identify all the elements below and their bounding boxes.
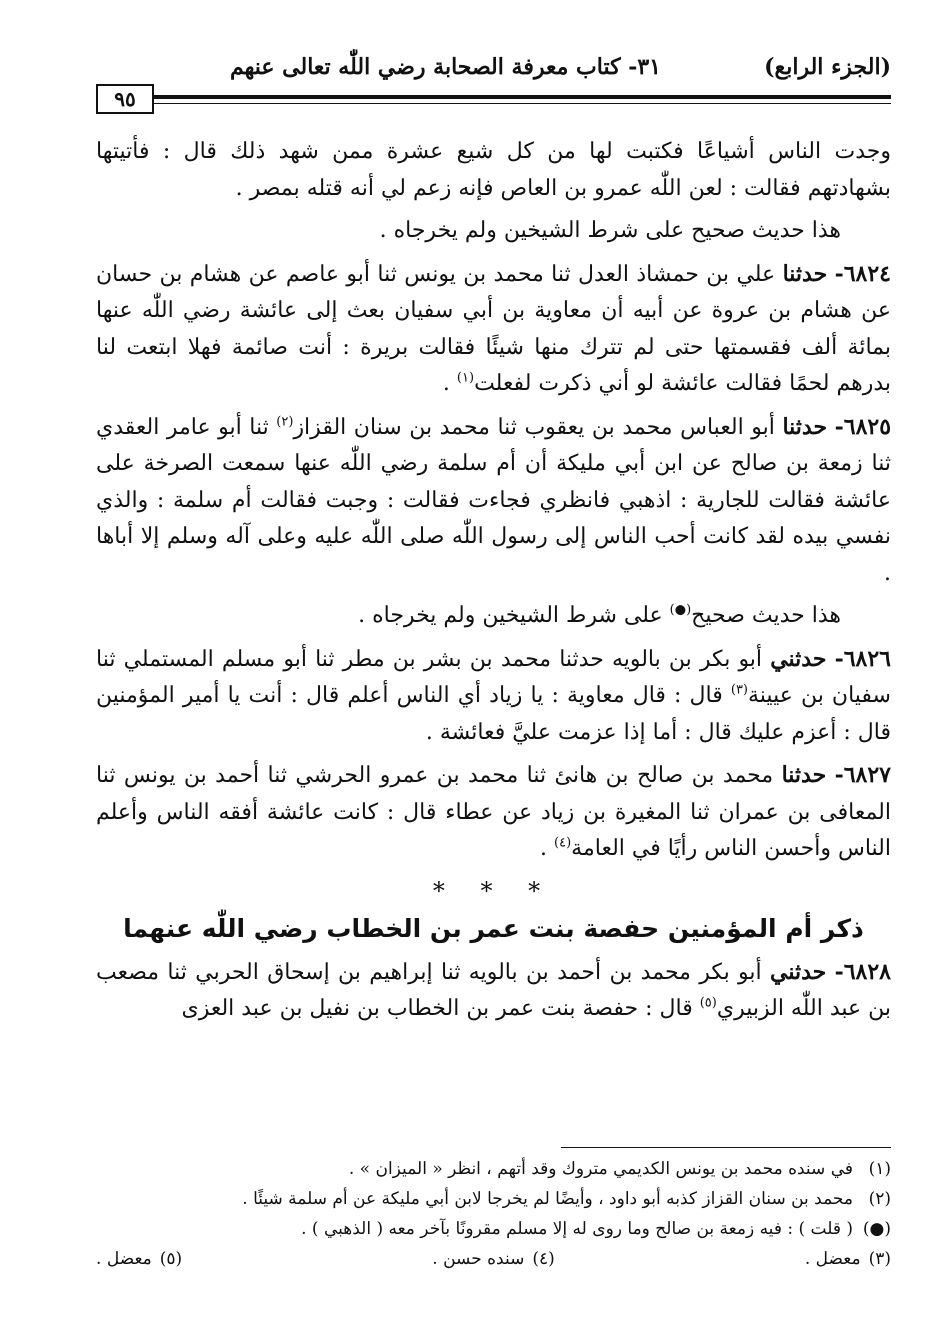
hadith-number: ٦٨٢٥-: [834, 413, 892, 440]
footnote-mark: (٤): [532, 1249, 555, 1269]
chain-word: حدثنا: [782, 413, 828, 440]
main-text: [96, 134, 891, 1028]
footnote-text: معضل .: [804, 1249, 861, 1269]
paragraph-text: هذا حديث صحيح على شرط الشيخين ولم يخرجاه .: [379, 218, 841, 243]
footnote: [96, 1184, 891, 1214]
page-number: ٩٥: [96, 84, 154, 114]
footnote-ref: (١): [456, 370, 475, 386]
footnote: [96, 1244, 182, 1274]
running-header: [160, 50, 891, 90]
hadith-paragraph: [96, 641, 891, 752]
footnote-text: محمد بن سنان القزاز كذبه أبو داود ، وأيضًا لم يخرجا لابن أبي مليكة عن أم سلمة شيئًا .: [242, 1189, 853, 1209]
footnote-text: في سنده محمد بن يونس الكديمي متروك وقد أتهم ، انظر « الميزان » .: [348, 1159, 853, 1179]
footnote: [432, 1244, 554, 1274]
footnote-ref: (٥): [699, 995, 717, 1011]
hadith-number: ٦٨٢٤-: [834, 260, 891, 287]
part-label: (الجزء الرابع): [764, 54, 891, 80]
footnote: [96, 1154, 891, 1184]
footnote-ref: (٢): [276, 414, 294, 430]
paragraph-text: أبو بكر محمد بن أحمد بن بالويه ثنا إبراهيم بن إسحاق الحربي ثنا مصعب بن عبد اللّٰه الزبيري: [96, 959, 891, 1021]
footnote-ref: (٣): [730, 682, 748, 698]
section-separator: * * *: [432, 876, 555, 905]
paragraph-text: هذا حديث صحيح: [691, 603, 841, 628]
paragraph-tail: قال : حفصة بنت عمر بن الخطاب بن نفيل بن عبد العزى: [181, 996, 700, 1021]
paragraph-text: محمد بن صالح بن هانئ ثنا محمد بن عمرو الحرشي ثنا أحمد بن يونس ثنا المعافى بن عمران ثنا المغيرة بن زياد عن عطاء قال : كانت عائشة أفقه الناس وأعلم الناس وأحسن الناس رأيًا في العامة: [96, 763, 891, 861]
header-rule-thin: [150, 103, 891, 104]
hadith-paragraph: [96, 409, 891, 593]
footnote-text: معضل .: [96, 1249, 152, 1269]
chain-word: حدثنا: [781, 762, 827, 788]
paragraph-text: أبو العباس محمد بن يعقوب ثنا محمد بن سنان القزاز: [293, 414, 775, 440]
paragraph-tail: .: [442, 371, 457, 396]
footnotes: [96, 1154, 891, 1274]
footnote-mark: (٣): [868, 1249, 891, 1269]
chain-word: حدثنا: [782, 260, 828, 287]
hadith-number: ٦٨٢٨-: [834, 958, 891, 985]
paragraph-text: وجدت الناس أشياعًا فكتبت لها من كل شيع عشرة ممن شهد ذلك قال : فأتيتها بشهادتهم فقالت : لعن اللّٰه عمرو بن العاص فإنه زعم لي أنه قتله بمصر .: [96, 139, 891, 201]
chain-word: حدثني: [770, 645, 827, 672]
footnote-ref: (٤): [554, 835, 572, 851]
footnote-text: ( قلت ) : فيه زمعة بن صالح وما روى له إلا مسلم مقرونًا بآخر معه ( الذهبي ) .: [301, 1219, 853, 1239]
hadith-number: ٦٨٢٧-: [834, 762, 891, 788]
footnote-mark: (١): [868, 1159, 891, 1179]
footnote-text: سنده حسن .: [432, 1249, 525, 1269]
header-rule-thick: [150, 95, 891, 99]
chapter-title: ٣١- كتاب معرفة الصحابة رضي اللّٰه تعالى عنهم: [229, 54, 661, 80]
section-heading: ذكر أم المؤمنين حفصة بنت عمر بن الخطاب رضي اللّٰه عنهما: [123, 913, 864, 943]
paragraph-tail: على شرط الشيخين ولم يخرجاه .: [358, 603, 670, 628]
paragraph-text: علي بن حمشاذ العدل ثنا محمد بن يونس ثنا أبو عاصم عن هشام بن حسان عن هشام بن عروة عن أبيه أن معاوية بن أبي سفيان بعث إلى عائشة رضي اللّٰه عنها بمائة ألف فقسمتها حتى لم تترك منها شيئًا فقالت بريرة : أنت صائمة فهلا ابتعت لنا بدرهم لحمًا فقالت عائشة لو أني ذكرت لفعلت: [96, 261, 891, 396]
footnote-mark: (٢): [868, 1189, 891, 1209]
hadith-number: ٦٨٢٦-: [834, 645, 891, 672]
hadith-paragraph: [96, 256, 891, 403]
paragraph-tail: ثنا أبو عامر العقدي ثنا زمعة بن صالح عن ابن أبي مليكة أن أم سلمة رضي اللّٰه عنها سمعت الصرخة على عائشة فقالت للجارية : اذهبي فانظري فجاءت فقالت : وجبت فقالت أم سلمة : والذي نفسي بيده لقد كانت أحب الناس إلى رسول اللّٰه صلى اللّٰه عليه وعلى آله وسلم إلا أباها .: [96, 414, 891, 586]
footnote: [805, 1244, 891, 1274]
footnote-ref: (●): [669, 602, 692, 618]
hadith-paragraph: [96, 757, 891, 868]
footnote-mark: (●): [862, 1219, 891, 1239]
footnote-row: [96, 1244, 891, 1274]
paragraph-tail: .: [540, 836, 555, 861]
paragraph-text: أبو بكر بن بالويه حدثنا محمد بن بشر بن مطر ثنا أبو مسلم المستملي ثنا سفيان بن عيينة: [96, 646, 891, 708]
hadith-paragraph: [96, 954, 891, 1028]
paragraph: [96, 598, 891, 635]
footnote: [96, 1214, 891, 1244]
footnote-mark: (٥): [159, 1249, 183, 1269]
paragraph: [96, 134, 891, 207]
chain-word: حدثني: [769, 958, 827, 985]
paragraph-tail: قال : قال معاوية : يا زياد أي الناس أعلم قال : أنت يا أمير المؤمنين قال : أعزم عليك قال : أما إذا عزمت عليَّ فعائشة .: [96, 683, 891, 745]
paragraph: [96, 213, 891, 250]
footnote-divider: [561, 1147, 891, 1148]
